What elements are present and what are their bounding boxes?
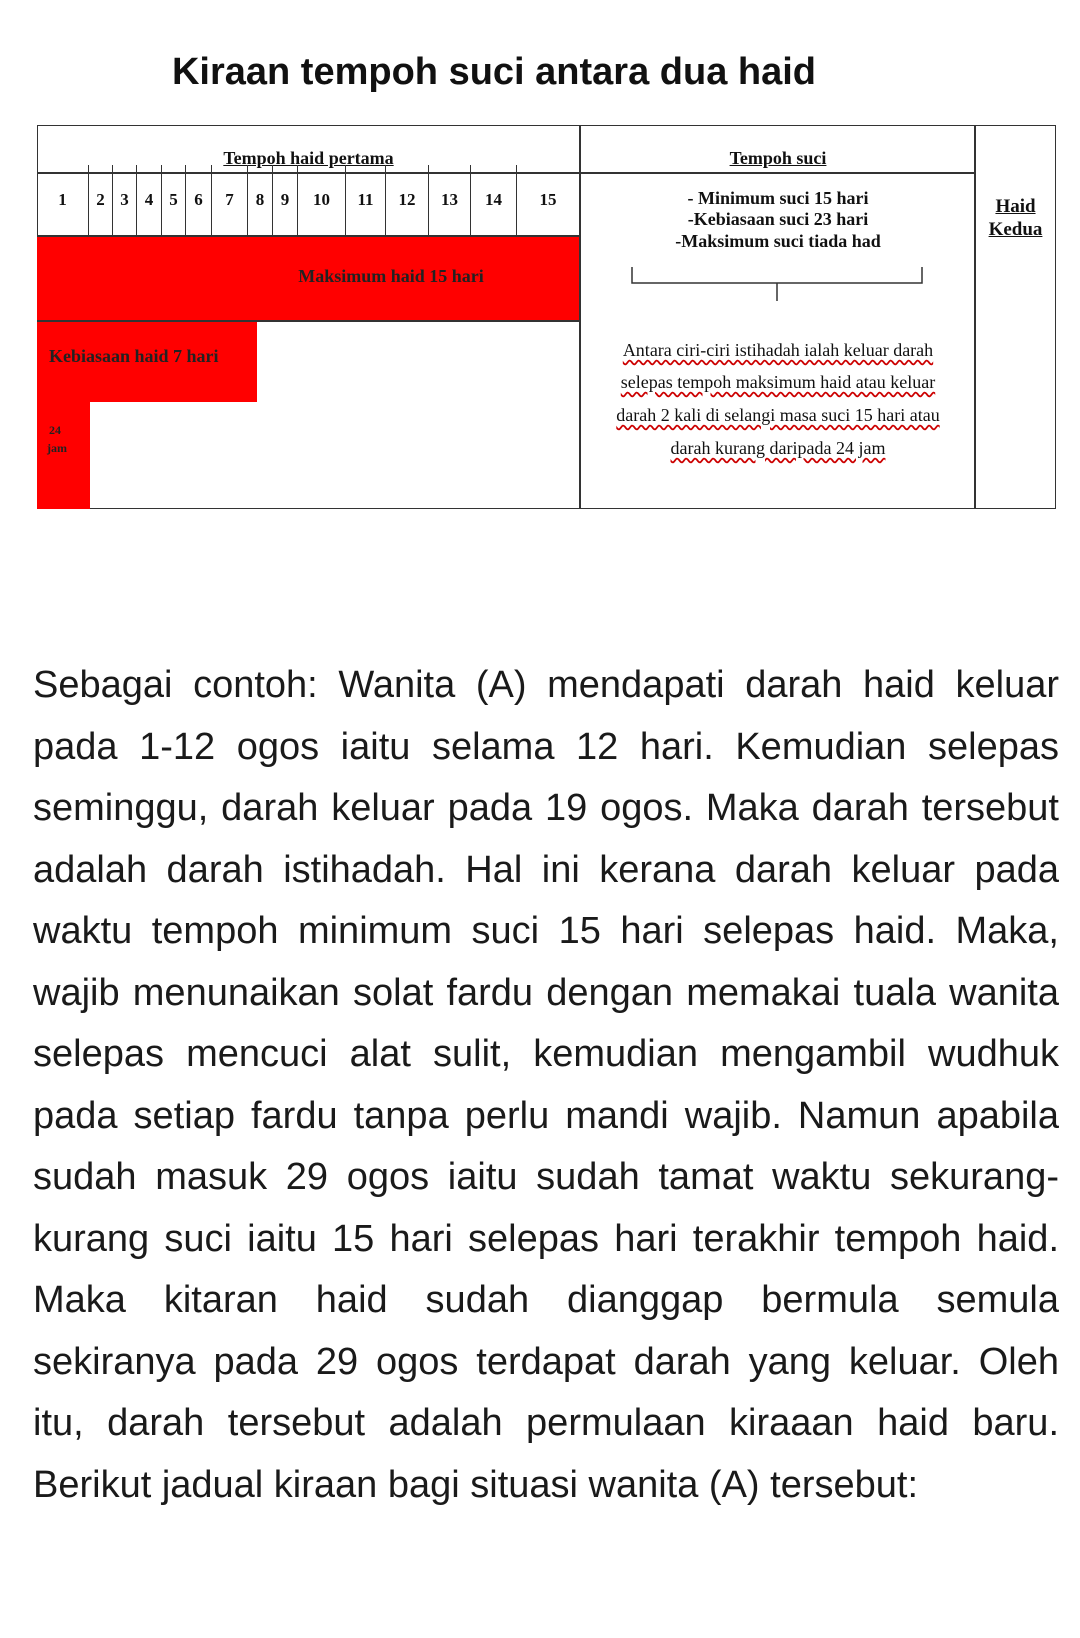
haid-kedua-line-1: Haid (995, 196, 1036, 217)
day-cell: 10 (298, 165, 346, 235)
label-24-jam-2: jam (47, 441, 67, 455)
label-24-jam-1: 24 (49, 423, 61, 437)
hline-bar-bottom (37, 320, 580, 322)
day-cell: 14 (471, 165, 517, 235)
day-cell: 7 (212, 165, 248, 235)
page-title: Kiraan tempoh suci antara dua haid (171, 51, 817, 94)
day-cell: 8 (248, 165, 273, 235)
day-cell: 6 (186, 165, 212, 235)
note-line: selepas tempoh maksimum haid atau keluar (620, 372, 936, 392)
example-paragraph: Sebagai contoh: Wanita (A) mendapati darah haid keluar pada 1-12 ogos iaitu selama 12 hari. Kemudian selepas seminggu, darah keluar pada 19 ogos. Maka darah tersebut adalah darah istihadah. Hal ini kerana darah keluar pada waktu tempoh minimum suci 15 hari selepas haid. Maka, wajib menunaikan solat fardu dengan memakai tuala wanita selepas mencuci alat sulit, kemudian mengambil wudhuk pada setiap fardu tanpa perlu mandi wajib. Namun apabila sudah masuk 29 ogos iaitu sudah tamat waktu sekurang-kurang suci iaitu 15 hari selepas hari terakhir tempoh haid. Maka kitaran haid sudah dianggap bermula semula sekiranya pada 29 ogos terdapat darah yang keluar. Oleh itu, darah tersebut adalah permulaan kiraaan haid baru. Berikut jadual kiraan bagi situasi wanita (A) tersebut: (33, 664, 1059, 1506)
day-cell: 3 (113, 165, 137, 235)
day-cell: 15 (517, 165, 580, 235)
haid-kedua-line-2: Kedua (988, 219, 1043, 240)
day-cell: 5 (162, 165, 186, 235)
day-cell: 11 (346, 165, 386, 235)
day-cell: 13 (429, 165, 471, 235)
day-cell: 1 (37, 165, 89, 235)
header-tempoh-suci: Tempoh suci (729, 148, 827, 168)
note-line: darah kurang daripada 24 jam (670, 438, 886, 458)
label-maksimum-haid: Maksimum haid 15 hari (298, 266, 484, 286)
haid-suci-diagram (37, 125, 1056, 509)
brace-icon (580, 265, 976, 305)
day-cell: 9 (273, 165, 298, 235)
header-tempoh-haid-pertama: Tempoh haid pertama (223, 148, 394, 168)
suci-minimum: - Minimum suci 15 hari (687, 188, 869, 208)
suci-column (580, 125, 976, 509)
label-kebiasaan-haid: Kebiasaan haid 7 hari (49, 346, 219, 366)
suci-kebiasaan: -Kebiasaan suci 23 hari (687, 209, 869, 229)
suci-maksimum: -Maksimum suci tiada had (675, 231, 881, 251)
day-cell: 4 (137, 165, 162, 235)
haid-kedua-label (975, 195, 1056, 241)
day-cell: 2 (89, 165, 113, 235)
day-cell: 12 (386, 165, 429, 235)
note-line: Antara ciri-ciri istihadah ialah keluar darah (622, 340, 934, 360)
note-line: darah 2 kali di selangi masa suci 15 hari atau (616, 405, 940, 425)
hline-days-bottom (37, 235, 580, 237)
